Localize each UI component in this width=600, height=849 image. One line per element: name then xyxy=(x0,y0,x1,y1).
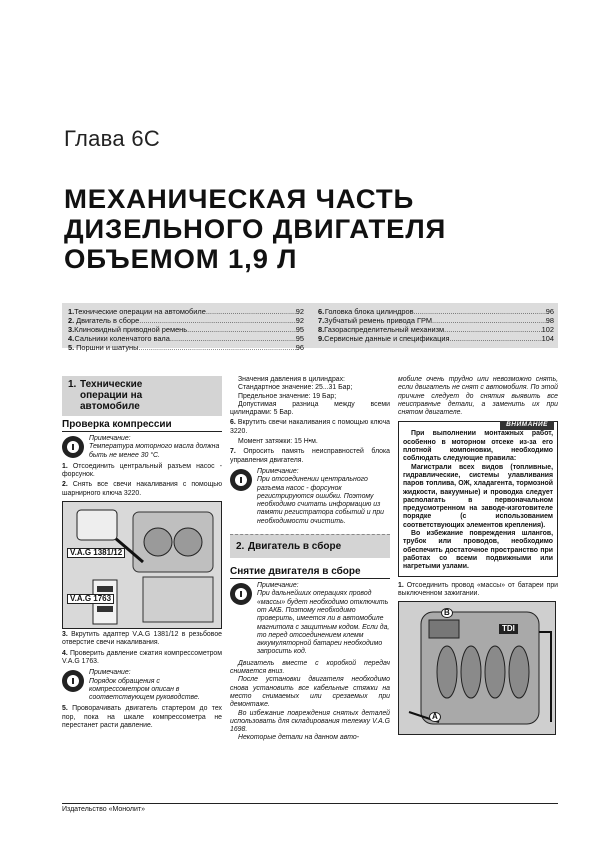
info-icon xyxy=(62,670,84,692)
subsection-compression-heading: Проверка компрессии xyxy=(62,419,222,432)
step: 1. Отсоединить центральный разъем насос - форсунок. xyxy=(62,462,222,479)
toc-entry: 9. Сервисные данные и спецификация ..... 104 xyxy=(318,334,554,343)
step: 1. Отсоединить провод «массы» от батареи при выключенном зажигании. xyxy=(398,581,558,597)
toc-right-column xyxy=(318,307,554,343)
paragraph: Допустимая разница между всеми цилиндрами: 5 Бар. xyxy=(230,400,390,417)
tool-label: V.A.G 1763 xyxy=(67,594,114,604)
info-icon xyxy=(230,469,252,491)
toc-entry: 1. Технические операции на автомобиле ..... 92 xyxy=(68,307,304,316)
chapter-heading: Глава 6С xyxy=(64,126,161,151)
title-line-1: МЕХАНИЧЕСКАЯ ЧАСТЬ xyxy=(64,184,415,214)
compression-test-figure xyxy=(62,501,222,629)
page-title xyxy=(64,184,564,274)
paragraph: Стандартное значение: 25...31 Бар; xyxy=(238,384,353,392)
note: Примечание: При отсоединении центрального разъема насос - форсунок регистрируются ошибки. Поэтому необходимо считать информацию из памяти регистратора событий и при необходимости очистить. xyxy=(230,468,390,526)
toc-entry: 5. Поршни и шатуны ..... 96 xyxy=(68,343,304,352)
toc-entry: 8. Газораспределительный механизм ..... 102 xyxy=(318,325,554,334)
callout-a: A xyxy=(429,712,441,722)
toc-entry: 3. Клиновидный приводной ремень ..... 95 xyxy=(68,325,304,334)
footer-divider xyxy=(62,803,558,804)
step: 5. Проворачивать двигатель стартером до тех пор, пока на шкале компрессометра не перестанет расти давление. xyxy=(62,705,222,730)
warning-box xyxy=(398,421,558,576)
engine-cover-figure xyxy=(398,601,556,735)
step: 6. Вкрутить свечи накаливания с помощью ключа 3220. xyxy=(230,419,390,435)
paragraph: Значения давления в цилиндрах: xyxy=(238,376,345,383)
title-line-2: ДИЗЕЛЬНОГО ДВИГАТЕЛЯ xyxy=(64,214,447,244)
info-icon xyxy=(62,436,84,458)
paragraph: Предельное значение: 19 Бар; xyxy=(238,392,337,400)
section-2-heading: 2. Двигатель в сборе xyxy=(230,534,390,558)
tool-label: V.A.G 1381/12 xyxy=(67,548,125,558)
publisher-footer: Издательство «Монолит» xyxy=(62,806,146,813)
title-line-3: ОБЪЕМОМ 1,9 Л xyxy=(64,244,298,274)
toc-entry: 4. Сальники коленчатого вала ..... 95 xyxy=(68,334,304,343)
warning-tag: ВНИМАНИЕ xyxy=(500,421,554,429)
step: 3. Вкрутить адаптер V.A.G 1381/12 в резьбовое отверстие свечи накаливания. xyxy=(62,631,222,647)
toc-entry: 2. Двигатель в сборе ..... 92 xyxy=(68,316,304,325)
engine-cover-illustration xyxy=(399,602,556,735)
table-of-contents xyxy=(62,303,558,352)
paragraph: Некоторые детали на данном авто- xyxy=(238,734,360,742)
toc-entry: 7. Зубчатый ремень привода ГРМ ..... 98 xyxy=(318,316,554,325)
tdi-logo: TDI xyxy=(499,624,518,634)
note: Примечание: При дальнейших операциях провод «массы» будет необходимо отключить от АКБ. Поэтому необходимо проверить, имеется ли в автомобиле магнитола с защитным кодом. Если да, то перед отсоединением клемм аккумуляторной батареи необходимо запросить код. xyxy=(230,582,390,657)
note: Примечание: Порядок обращения с компрессометром описан в соответствующем руководстве. xyxy=(62,669,222,702)
paragraph: Во избежание повреждения снятых деталей использовать для складирования тележку V.A.G 1698. xyxy=(230,709,390,734)
column-1 xyxy=(62,376,222,732)
toc-left-column xyxy=(68,307,304,352)
warning-paragraph: Магистрали всех видов (топливные, гидравлические, системы улавливания паров топлива, ОЖ, хладагента, тормозной жидкости, вакуумные) и проводка следует располагать в первоначальном предусмотренном на заводе-изготовителе порядке (с использованием соответствующих элементов крепления). xyxy=(403,463,553,529)
paragraph: Момент затяжки: 15 Н•м. xyxy=(238,438,318,446)
step: 4. Проверить давление сжатия компрессометром V.A.G 1763. xyxy=(62,649,222,665)
subsection-removal-heading: Снятие двигателя в сборе xyxy=(230,566,390,579)
callout-b: B xyxy=(441,608,453,618)
step: 2. Снять все свечи накаливания с помощью шарнирного ключа 3220. xyxy=(62,481,222,497)
paragraph: Двигатель вместе с коробкой передач снимается вниз. xyxy=(230,659,390,676)
toc-entry: 6. Головка блока цилиндров ..... 96 xyxy=(318,307,554,316)
info-icon xyxy=(230,583,252,605)
warning-paragraph: Во избежание повреждения шлангов, трубок или проводов, необходимо обеспечить достаточное пространство при работах со всеми подвижными или нагретыми узлами. xyxy=(403,530,553,571)
warning-paragraph: При выполнении монтажных работ, особенно в моторном отсеке из-за его плотной компоновки, необходимо соблюдать следующие правила: xyxy=(403,430,553,463)
engine-illustration xyxy=(63,502,222,629)
paragraph: После установки двигателя необходимо снова установить все кабельные стяжки на место снимаемых или срезаемых при демонтаже. xyxy=(230,676,390,709)
paragraph: мобиле очень трудно или невозможно снять, если двигатель не снят с автомобиля. По этой причине следует до снятия выявить все неисправные детали, а заменить их при снятом двигателе. xyxy=(398,376,558,417)
section-1-heading: 1. Технические операции на автомобиле xyxy=(62,376,222,416)
column-3 xyxy=(398,376,558,735)
column-2 xyxy=(230,376,390,743)
note: Примечание: Температура моторного масла должна быть не менее 30 °С. xyxy=(62,435,222,460)
step: 7. Опросить память неисправностей блока управления двигателя. xyxy=(230,448,390,464)
